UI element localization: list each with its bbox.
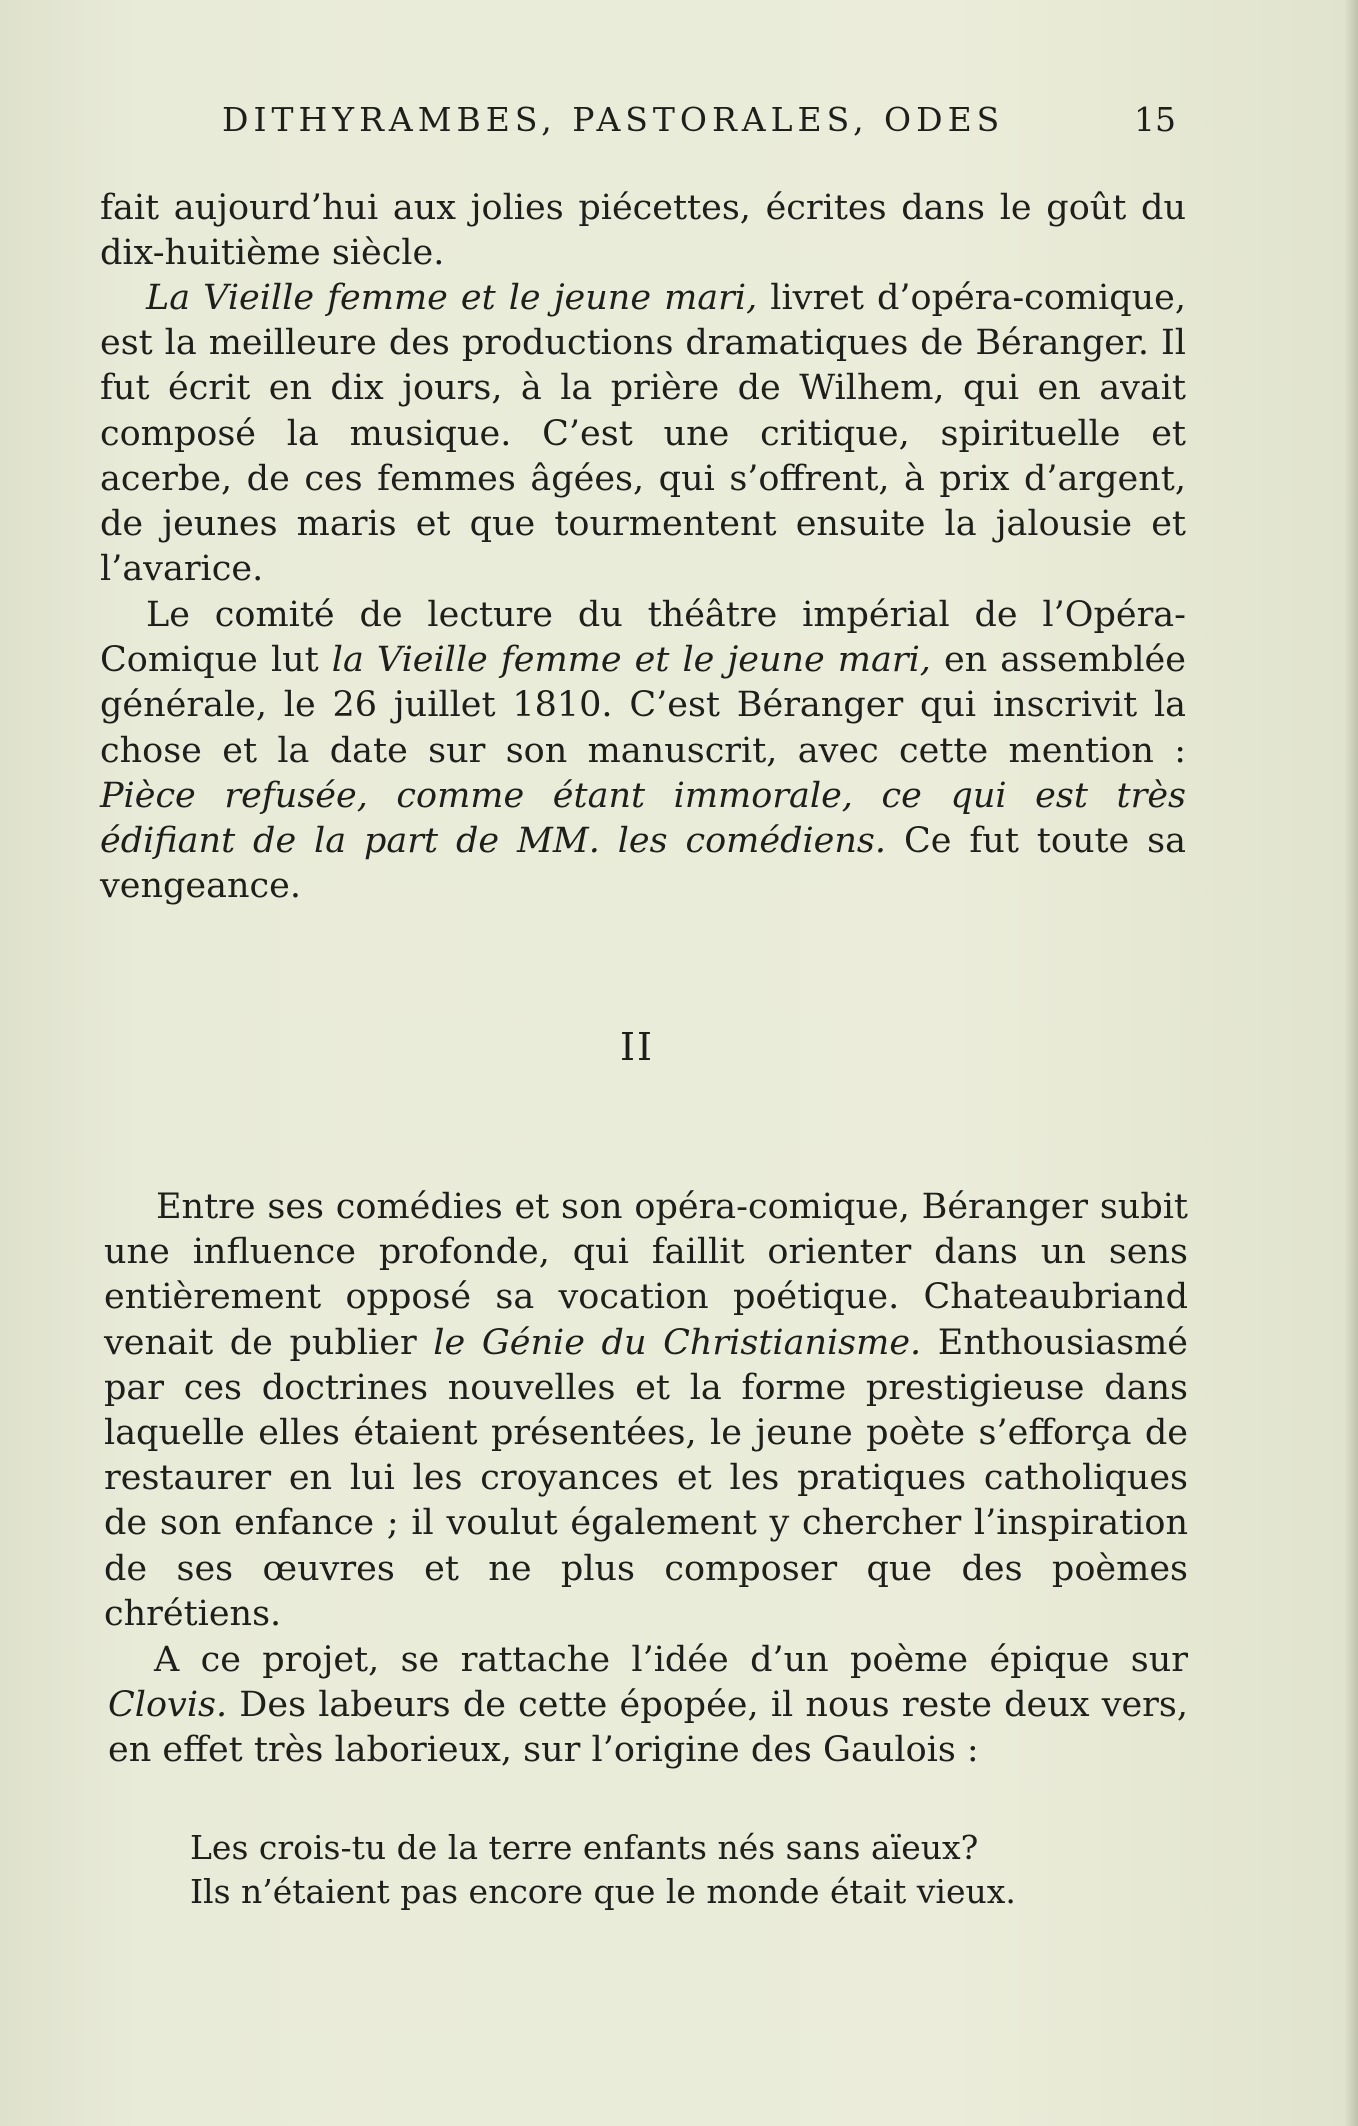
- paragraph-2: [100, 276, 1186, 592]
- work-title: La Vieille femme et le jeune mari,: [146, 278, 758, 318]
- paragraph-5-text-b: Des labeurs de cette épopée, il nous reste deux vers, en effet très laborieux, sur l’origine des Gaulois :: [108, 1685, 1188, 1771]
- work-title: la Vieille femme et le jeune mari,: [331, 640, 931, 681]
- running-title: DITHYRAMBES, PASTORALES, ODES: [222, 100, 1005, 139]
- paragraph-3-text-b: en assemblée générale, le 26 juillet 1810. C’est Béranger qui inscrivit la chose et la date sur son manuscrit, avec cette mention :: [100, 640, 1186, 771]
- work-title: le Génie du Christianisme.: [433, 1322, 922, 1363]
- paragraph-2-text: livret d’opéra-comique, est la meilleure des productions dramatiques de Béranger. Il fut écrit en dix jours, à la prière de Wilhem, qui en avait composé la musique. C’est une critique, spirituelle et acerbe, de ces femmes âgées, qui s’offrent, à prix d’argent, de jeunes maris et que tourmentent ensuite la jalousie et l’avarice.: [100, 278, 1187, 590]
- verse-line-2: Ils n’étaient pas encore que le monde était vieux.: [190, 1872, 1016, 1911]
- page-number: 15: [1134, 100, 1176, 139]
- verse-line-1: Les crois-tu de la terre enfants nés sans aïeux?: [190, 1828, 979, 1867]
- work-title: Clovis.: [108, 1685, 228, 1726]
- paragraph-3-text-c: Ce fut toute sa vengeance.: [100, 821, 1186, 907]
- paragraph-1-text: fait aujourd’hui aux jolies piécettes, écrites dans le goût du dix-huitième siècle.: [100, 188, 1186, 274]
- paragraph-1: [100, 186, 1186, 276]
- paragraph-4-text-b: Enthousiasmé par ces doctrines nouvelles et la forme prestigieuse dans laquelle elles étaient présentées, le jeune poète s’efforça de restaurer en lui les croyances et les pratiques catholiques de son enfance ; il voulut également y chercher l’inspiration de ses œuvres et ne plus composer que des poèmes chrétiens.: [104, 1322, 1188, 1634]
- page-edge-shadow: [1344, 0, 1358, 2126]
- paragraph-4-text-a: Entre ses comédies et son opéra-comique, Béranger subit une influence profonde, qui faillit orienter dans un sens entièrement opposé sa vocation poétique. Chateaubriand venait de publier: [104, 1187, 1188, 1363]
- paragraph-5-text-a: A ce projet, se rattache l’idée d’un poème épique sur: [154, 1640, 1188, 1680]
- paragraph-4: [104, 1185, 1188, 1637]
- section-heading: II: [620, 1025, 655, 1069]
- manuscript-quote: Pièce refusée, comme étant immorale, ce qui est très édifiant de la part de MM. les comédiens.: [100, 775, 1186, 862]
- paragraph-3-text-a: Le comité de lecture du théâtre impérial de l’Opéra-Comique lut: [100, 595, 1186, 681]
- paragraph-5: [108, 1638, 1188, 1774]
- paragraph-3: [100, 593, 1186, 909]
